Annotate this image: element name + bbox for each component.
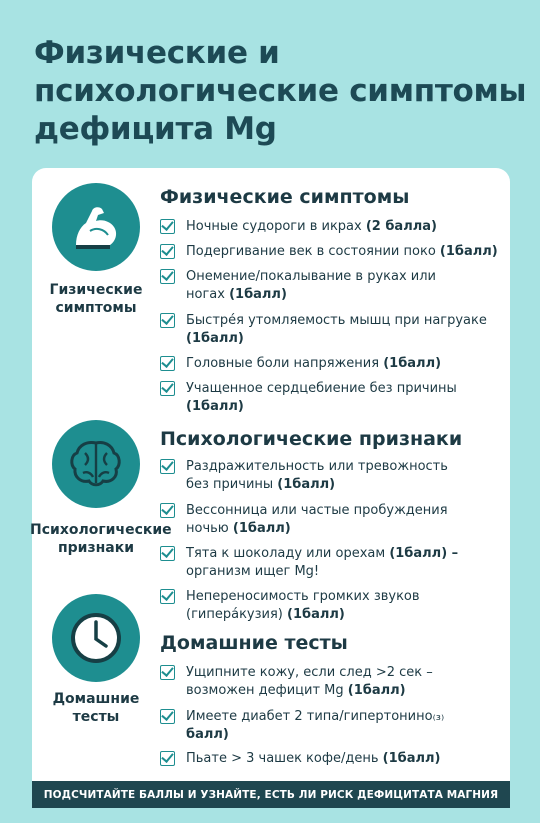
item-points: (1балл) <box>347 683 406 698</box>
checkbox[interactable] <box>160 244 175 259</box>
item-points: (1балл) <box>287 607 345 622</box>
checkbox[interactable] <box>160 356 175 371</box>
item-text: Вессонница или частые пробуждения ночью <box>186 503 448 536</box>
footer-banner: ПОДСЧИТАЙТЕ БАЛЛЫ И УЗНАЙТЕ, ЕСТЬ ЛИ РИСК ДЕФИЦИТАТА МАГНИЯ <box>32 781 510 808</box>
item-text: Непереносимость громких звуков (гиперáкузия) <box>186 589 420 622</box>
item-text: Быстрéя утомляемость мышц при нагруаке <box>186 313 487 328</box>
checkbox[interactable] <box>160 503 175 518</box>
symptom-item[interactable] <box>160 380 495 416</box>
symptom-item[interactable] <box>160 588 450 624</box>
symptom-item[interactable] <box>160 750 500 768</box>
item-points: балл) <box>186 727 229 742</box>
item-points: (1балл) <box>186 331 244 346</box>
checkbox[interactable] <box>160 546 175 561</box>
item-text: Пьате > 3 чашек кофе/день <box>186 751 383 766</box>
checkbox[interactable] <box>160 381 175 396</box>
item-points: (1балл) <box>383 356 442 371</box>
checkbox[interactable] <box>160 219 175 234</box>
symptom-item[interactable] <box>160 545 480 581</box>
symptom-item[interactable] <box>160 708 460 744</box>
clock-icon <box>52 594 140 682</box>
side-label-physical: Гизические симптомы <box>49 282 143 316</box>
item-points: (1балл) <box>229 287 287 302</box>
checkbox[interactable] <box>160 269 175 284</box>
checkbox[interactable] <box>160 751 175 766</box>
item-text: Учащенное сердцебиение без причины <box>186 381 457 396</box>
item-text: Имеете диабет 2 типа/гипертонино₍₃₎ <box>186 709 445 724</box>
side-label-psychological: Психологические признаки <box>30 522 172 556</box>
item-points: (1балл) – <box>389 546 459 561</box>
checkbox[interactable] <box>160 709 175 724</box>
item-text: Ночные судороги в икрах <box>186 219 366 234</box>
symptom-item[interactable] <box>160 355 500 373</box>
symptom-item[interactable] <box>160 502 460 538</box>
symptom-item[interactable] <box>160 664 460 700</box>
symptom-item[interactable] <box>160 218 500 236</box>
side-label-home-tests: Домашние тесты <box>52 691 140 725</box>
checkbox[interactable] <box>160 589 175 604</box>
symptom-item[interactable] <box>160 458 460 494</box>
muscle-arm-icon <box>52 183 140 271</box>
item-tail: организм ищег Mg! <box>186 564 320 579</box>
brain-icon <box>52 420 140 508</box>
item-points: (1балл) <box>232 521 291 536</box>
section-title-psychological: Психологические признаки <box>160 428 463 450</box>
item-points: (2 балла) <box>365 219 437 234</box>
item-points: (1балл) <box>277 477 336 492</box>
symptom-item[interactable] <box>160 243 500 261</box>
item-text: Раздражительность или тревожность без причины <box>186 459 448 492</box>
item-points: (1балл) <box>382 751 441 766</box>
checkbox[interactable] <box>160 459 175 474</box>
page-title: Физические и психологические симптомы дефицита Mg <box>34 35 527 147</box>
symptom-item[interactable] <box>160 268 460 304</box>
item-text: Тята к шоколаду или орехам <box>186 546 390 561</box>
item-text: Ущипните кожу, если след >2 сек – возможен дефицит Mg <box>186 665 433 698</box>
symptom-item[interactable] <box>160 312 500 348</box>
section-title-physical: Физические симптомы <box>160 186 410 208</box>
checkbox[interactable] <box>160 313 175 328</box>
item-text: Онемение/покалывание в руках или ногах <box>186 269 437 302</box>
item-points: (1балл) <box>439 244 498 259</box>
checkbox[interactable] <box>160 665 175 680</box>
item-text: Головные боли напряжения <box>186 356 384 371</box>
section-title-home-tests: Домашние тесты <box>160 632 348 654</box>
item-points: (1балл) <box>186 399 244 414</box>
item-text: Подергивание век в состоянии поко <box>186 244 440 259</box>
